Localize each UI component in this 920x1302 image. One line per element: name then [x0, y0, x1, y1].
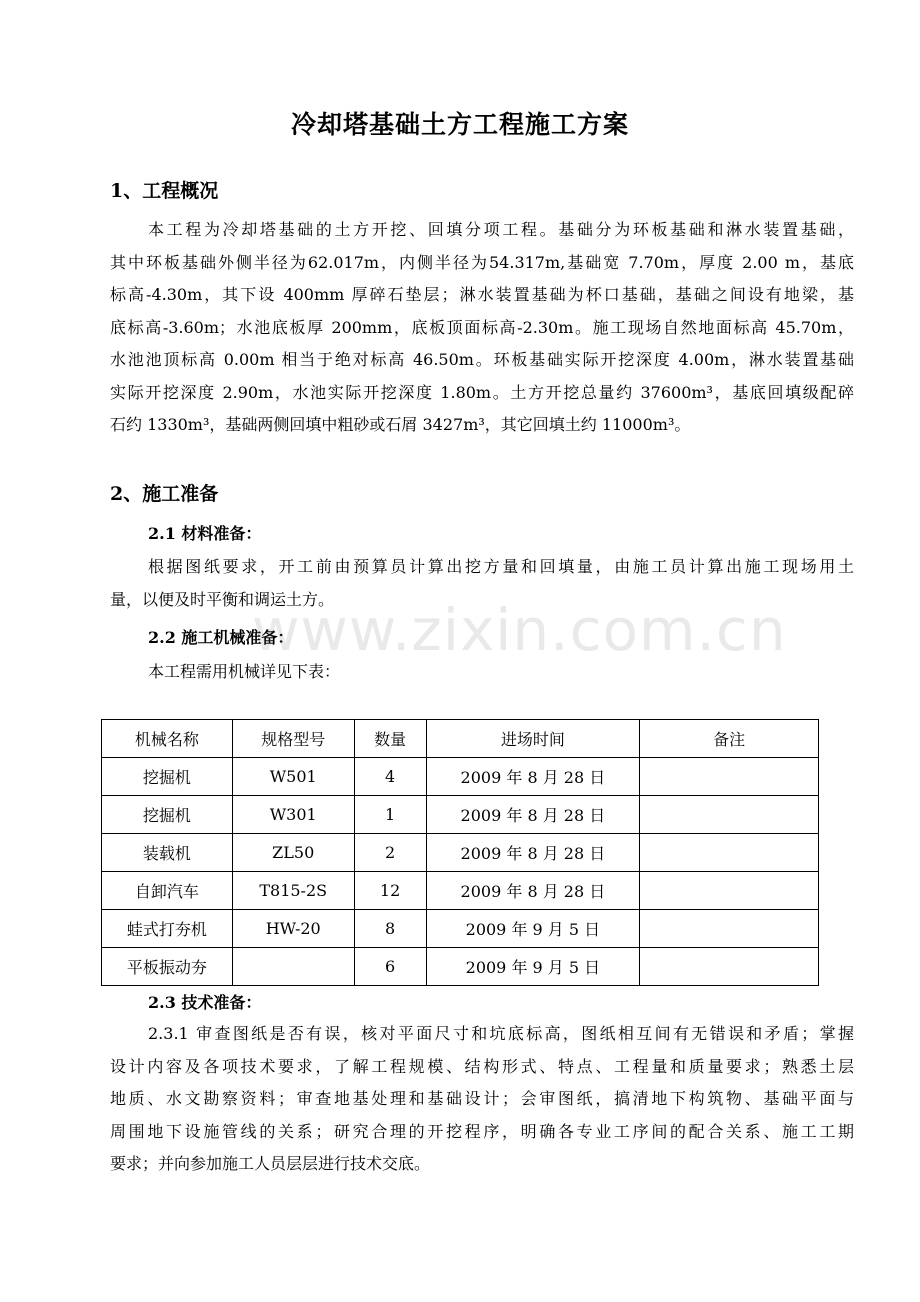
text-line: 石约 1330m³，基础两侧回填中粗砂或石屑 3427m³，其它回填土约 11000m³。: [110, 415, 691, 434]
text-line: 要求；并向参加施工人员层层进行技术交底。: [110, 1154, 431, 1173]
cell-name: 挖掘机: [102, 796, 233, 834]
text-line: 实际开挖深度 2.90m，水池实际开挖深度 1.80m。土方开挖总量约 37600m³，基底回填级配碎: [110, 382, 854, 402]
machinery-table: [101, 719, 819, 986]
cell-model: HW-20: [232, 910, 354, 948]
cell-name: 挖掘机: [102, 758, 233, 796]
header-cell-model: 规格型号: [232, 720, 354, 758]
header-cell-arrival: 进场时间: [426, 720, 640, 758]
cell-quantity: 8: [354, 910, 426, 948]
text-line: 2.3.1 审查图纸是否有误，核对平面尺寸和坑底标高，图纸相互间有无错误和矛盾；掌握: [148, 1024, 854, 1043]
cell-remarks: [640, 948, 819, 986]
table-row: [102, 948, 819, 986]
table-row: [102, 796, 819, 834]
subsection-heading-machinery: 2.2 施工机械准备：: [148, 628, 294, 647]
cell-remarks: [640, 758, 819, 796]
cell-model: [232, 948, 354, 986]
cell-arrival: 2009 年 8 月 28 日: [426, 872, 640, 910]
cell-quantity: 4: [354, 758, 426, 796]
text-line: 底标高-3.60m；水池底板厚 200mm，底板顶面标高-2.30m。施工现场自然地面标高 45.70m，: [110, 317, 854, 337]
cell-quantity: 2: [354, 834, 426, 872]
technical-paragraph: [110, 1018, 854, 1181]
cell-model: T815-2S: [232, 872, 354, 910]
cell-model: ZL50: [232, 834, 354, 872]
cell-quantity: 12: [354, 872, 426, 910]
table-row: [102, 834, 819, 872]
cell-name: 平板振动夯: [102, 948, 233, 986]
text-line: 根据图纸要求，开工前由预算员计算出挖方量和回填量，由施工员计算出施工现场用土: [148, 557, 854, 576]
cell-remarks: [640, 910, 819, 948]
text-line: 水池池顶标高 0.00m 相当于绝对标高 46.50m。环板基础实际开挖深度 4.00m，淋水装置基础: [110, 350, 854, 369]
machinery-intro: 本工程需用机械详见下表：: [148, 662, 341, 681]
overview-paragraph: [110, 214, 854, 442]
watermark: www.zixin.com.cn: [252, 596, 787, 664]
cell-arrival: 2009 年 8 月 28 日: [426, 796, 640, 834]
materials-paragraph: [110, 551, 854, 616]
text-line: 标高-4.30m，其下设 400mm 厚碎石垫层；淋水装置基础为杯口基础，基础之间设有地梁，基: [110, 285, 854, 304]
section-heading-overview: 1、工程概况: [110, 180, 219, 202]
header-cell-quantity: 数量: [354, 720, 426, 758]
cell-arrival: 2009 年 8 月 28 日: [426, 834, 640, 872]
cell-remarks: [640, 872, 819, 910]
text-line: 地质、水文勘察资料；审查地基处理和基础设计；会审图纸，搞清地下构筑物、基础平面与: [110, 1089, 854, 1108]
cell-remarks: [640, 834, 819, 872]
text-line: 本工程为冷却塔基础的土方开挖、回填分项工程。基础分为环板基础和淋水装置基础，: [148, 220, 854, 239]
header-cell-name: 机械名称: [102, 720, 233, 758]
section-heading-preparation: 2、施工准备: [110, 483, 219, 505]
text-line: 量，以便及时平衡和调运土方。: [110, 589, 335, 609]
cell-name: 自卸汽车: [102, 872, 233, 910]
cell-model: W501: [232, 758, 354, 796]
table-row: [102, 758, 819, 796]
table-row: [102, 872, 819, 910]
cell-quantity: 6: [354, 948, 426, 986]
table-header-row: [102, 720, 819, 758]
table-row: [102, 910, 819, 948]
cell-arrival: 2009 年 9 月 5 日: [426, 948, 640, 986]
text-line: 其中环板基础外侧半径为62.017m，内侧半径为54.317m,基础宽 7.70m，厚度 2.00 m，基底: [110, 252, 854, 272]
text-line: 周围地下设施管线的关系；研究合理的开挖程序，明确各专业工序间的配合关系、施工工期: [110, 1121, 854, 1141]
cell-quantity: 1: [354, 796, 426, 834]
cell-name: 装载机: [102, 834, 233, 872]
text-line: 设计内容及各项技术要求，了解工程规模、结构形式、特点、工程量和质量要求；熟悉土层: [110, 1056, 854, 1076]
subsection-heading-materials: 2.1 材料准备：: [148, 524, 262, 543]
subsection-heading-technical: 2.3 技术准备：: [148, 993, 262, 1012]
cell-arrival: 2009 年 8 月 28 日: [426, 758, 640, 796]
cell-remarks: [640, 796, 819, 834]
cell-model: W301: [232, 796, 354, 834]
cell-name: 蛙式打夯机: [102, 910, 233, 948]
document-title: 冷却塔基础土方工程施工方案: [290, 110, 629, 139]
cell-arrival: 2009 年 9 月 5 日: [426, 910, 640, 948]
header-cell-remarks: 备注: [640, 720, 819, 758]
